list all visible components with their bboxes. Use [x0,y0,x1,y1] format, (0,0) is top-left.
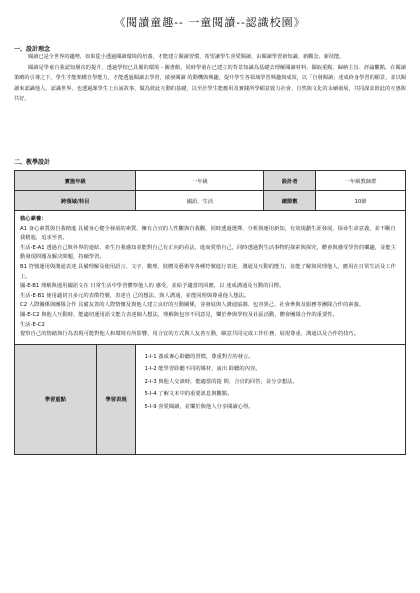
teaching-design-table [14,170,406,455]
design-concept-paragraph-2: 閱讀是學童自我認知層次的提升，透過學校已具備的環境 - 圖書館，同時學童在已建立的背景知識為基礎去理解閱讀材料，擷取重點，歸納主旨、評論觀點，在閱讀策略的引導之下，學生才能架構自學能力，才能透過閱讀去學習，啟發閱讀 的動機與興趣，提升學生各領域學習興趣與成效，以「自發閱讀」達成終身學習的願景，並以閱讀來認識他人、認識世界，也透過課學生上台說故事，做為彼此互動的基礎，以至於學生能應用及實踐所學願意致力社會、自然與文化的永續發展，共同謀求彼此的互惠與共好。 [14,64,406,102]
learning-performance-list [136,344,406,454]
subject-label: 跨領域/科目 [15,191,136,211]
document-title: 《閱讀童趣-- 一童閱讀--認識校園》 [114,16,306,29]
list-item: 5-I-4 了解文本中的重要訊息與觀點。 [144,391,233,398]
list-item: 5-I-9 喜愛閱讀，並樂於與他人分享閱讀心得。 [144,403,254,410]
core-line: 生活-E-B1 使用適切且多元的表徵符號，表達自 己的想法、與人溝通，並能同理與尊重他人想法。 [20,292,250,299]
core-line: 覺察自己的情緒與行為表現可能對他人和環境有所影響，用合宜的方式與人友善互動，願意共同完成工作任務，展現尊重、溝通以及合作的技巧。 [20,331,360,338]
grade-value: 一年級 [136,171,264,191]
list-item: 2-I-3 與他人交談時，能適當的提 問、合宜的回答，並分享想法。 [144,378,298,385]
core-line: A1 身心素質與自我精進 具備身心健全發展的素質，擁有合宜的人性觀與自我觀，同時透過選擇、分析與運用新知，有效規劃生涯發展，探尋生命意義，並不斷自我精進，追求至善。 [20,225,396,242]
total-sessions-value: 10節 [316,191,406,211]
subject-value: 國語、生活 [136,191,264,211]
core-line: 生活-E-A1 透過自己與外界的連結，產生自我感知並能對自己有正向的看法，進而愛惜自己，同時透過對生活事物的探索與探究，體會與感受學習的樂趣，並能主動發現問題及解決問題，持續學習。 [20,244,396,261]
designer-label: 設計者 [264,171,316,191]
section-heading-teaching-design: 二、教學設計 [14,159,51,166]
design-concept-paragraph-1: 閱讀已是全世界的趨勢，如果從小透過閱讀環境的培養，才能建立閱讀習慣，希望讓學生喜愛閱讀，由閱讀學習新知識、新觀念、新技能。 [28,54,345,60]
list-item: 1-I-1 養成專心聆聽的習慣，尊重對方的發言。 [144,353,254,360]
grade-label: 實施年級 [15,171,136,191]
table-row-core-competencies [15,211,406,345]
core-line: B1 符號運用與溝通表達 具備理解及使用語言、文字、數理、肢體及藝術等各種符號進行表達、溝通及互動的能力，並能了解與同理他人，應用在日常生活及工作上。 [20,263,396,280]
designer-value: 一年級教師群 [316,171,406,191]
list-item: 1-I-2 能學習聆聽不同的媒材，說出 聆聽的內容。 [144,366,261,373]
learning-performance-label: 學習表現 [96,344,136,454]
core-line: C2 人際關係與團隊合作 具備友善的人際情懷及與他人建立良好的互動關係，並發展與人溝通協調、包容異己、社會參與及服務等團隊合作的素養。 [20,302,365,309]
learning-focus-label: 學習重點 [15,344,97,454]
table-row-subject [15,191,406,211]
total-sessions-label: 總節數 [264,191,316,211]
table-row-learning-focus [15,344,406,454]
core-competencies-heading: 核心素養： [20,216,47,222]
table-row-grade [15,171,406,191]
design-concept-text [14,52,406,105]
core-line: 國-E-B1 理解與運用國語文在 日常生活中學習體察他人的 感受，並給予適當的回應，以 達成溝通及互動的目標。 [20,283,285,290]
section-heading-design-concept: 一、設計理念 [14,46,51,53]
core-line: 生活-E-C2 [20,321,45,328]
core-line: 國-E-C2 與他人互動時，能適切運用語文能力表達個人想法，理解與包容不同意見，樂於參與學校及社區活動，體會團隊合作的重要性。 [20,311,338,318]
core-competencies-cell [15,211,406,345]
